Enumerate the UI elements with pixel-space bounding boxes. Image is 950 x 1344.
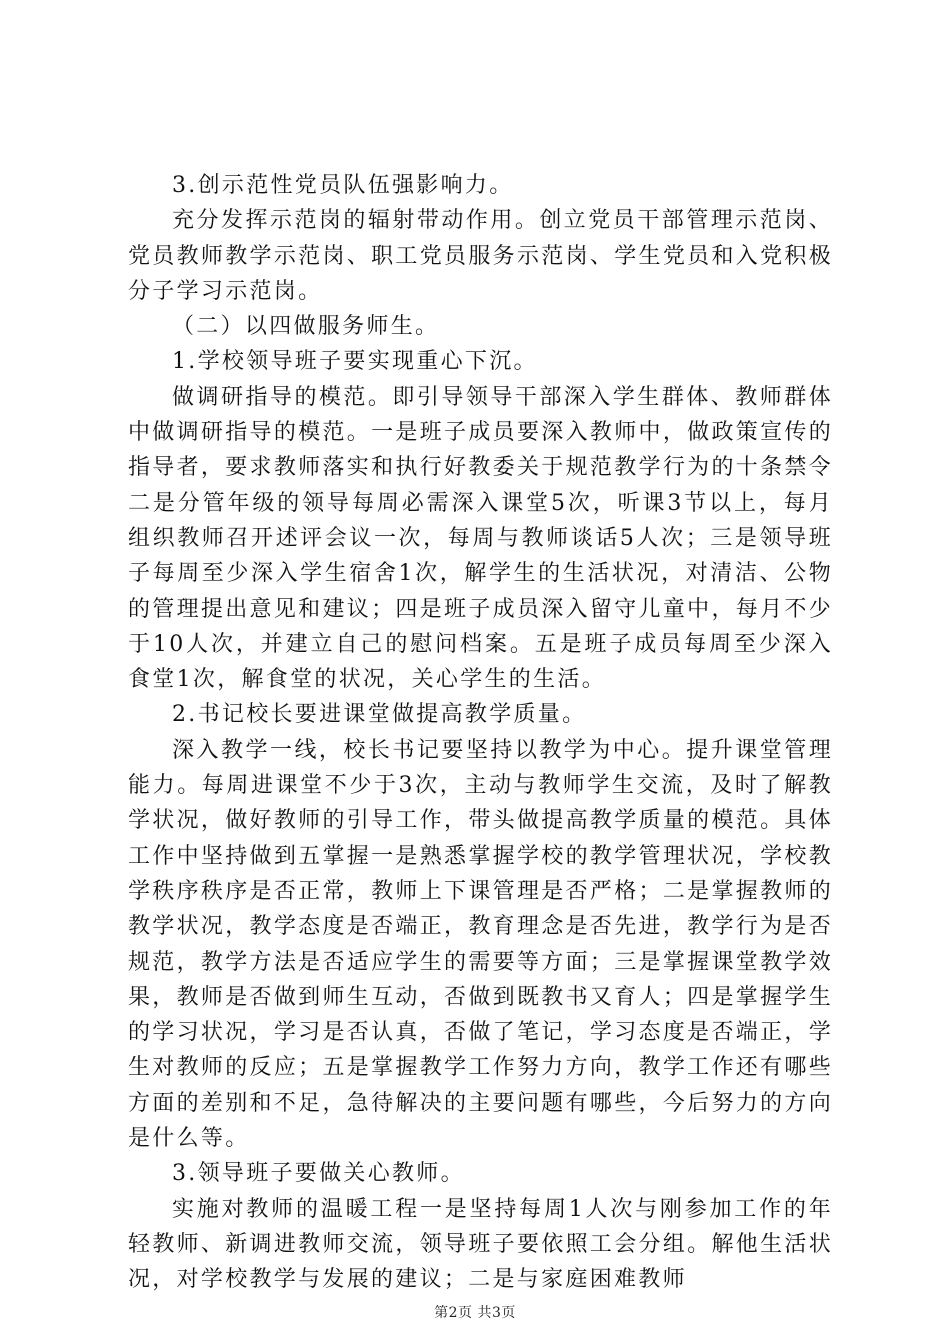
page-footer: 第2页 共3页 [434, 1305, 516, 1321]
paragraph-heading-2: 2.书记校长要进课堂做提高教学质量。 [172, 702, 587, 728]
paragraph-teacher-care: 实施对教师的温暖工程一是坚持每周1人次与刚参加工作的年轻教师、新调进教师交流，领导班子要依照工会分组。解他生活状况，对学校教学与发展的建议；二是与家庭困难教师 [128, 1196, 833, 1293]
section-heading-2: （二）以四做服务师生。 [172, 314, 440, 340]
paragraph-demo-posts: 充分发挥示范岗的辐射带动作用。创立党员干部管理示范岗、党员教师教学示范岗、职工党员服务示范岗、学生党员和入党积极分子学习示范岗。 [128, 208, 833, 304]
paragraph-research-guidance: 做调研指导的模范。即引导领导干部深入学生群体、教师群体中做调研指导的模范。一是班子成员要深入教师中，做政策宣传的指导者，要求教师落实和执行好教委关于规范教学行为的十条禁令二是分管年级的领导每周必需深入课堂5次，听课3节以上，每月组织教师召开述评会议一次，每周与教师谈话5人次；三是领导班子每周至少深入学生宿舍1次，解学生的生活状况，对清洁、公物的管理提出意见和建议；四是班子成员深入留守儿童中，每月不少于10人次，并建立自己的慰问档案。五是班子成员每周至少深入食堂1次，解食堂的状况，关心学生的生活。 [128, 384, 833, 693]
paragraph-heading-3: 3.创示范性党员队伍强影响力。 [172, 173, 514, 198]
paragraph-heading-3b: 3.领导班子要做关心教师。 [172, 1161, 465, 1187]
paragraph-teaching-quality: 深入教学一线，校长书记要坚持以教学为中心。提升课堂管理能力。每周进课堂不少于3次，主动与教师学生交流，及时了解教学状况，做好教师的引导工作，带头做提高教学质量的模范。具体工作中坚持做到五掌握一是熟悉掌握学校的教学管理状况，学校教学秩序秩序是否正常，教师上下课管理是否严格；二是掌握教师的教学状况，教学态度是否端正，教育理念是否先进，教学行为是否规范，教学方法是否适应学生的需要等方面；三是掌握课堂教学效果，教师是否做到师生互动，否做到既教书又育人；四是掌握学生的学习状况，学习是否认真，否做了笔记，学习态度是否端正，学生对教师的反应；五是掌握教学工作努力方向，教学工作还有哪些方面的差别和不足，急待解决的主要问题有哪些，今后努力的方向是什么等。 [128, 737, 833, 1152]
document-body [128, 168, 833, 1298]
paragraph-heading-1: 1.学校领导班子要实现重心下沉。 [172, 349, 538, 375]
